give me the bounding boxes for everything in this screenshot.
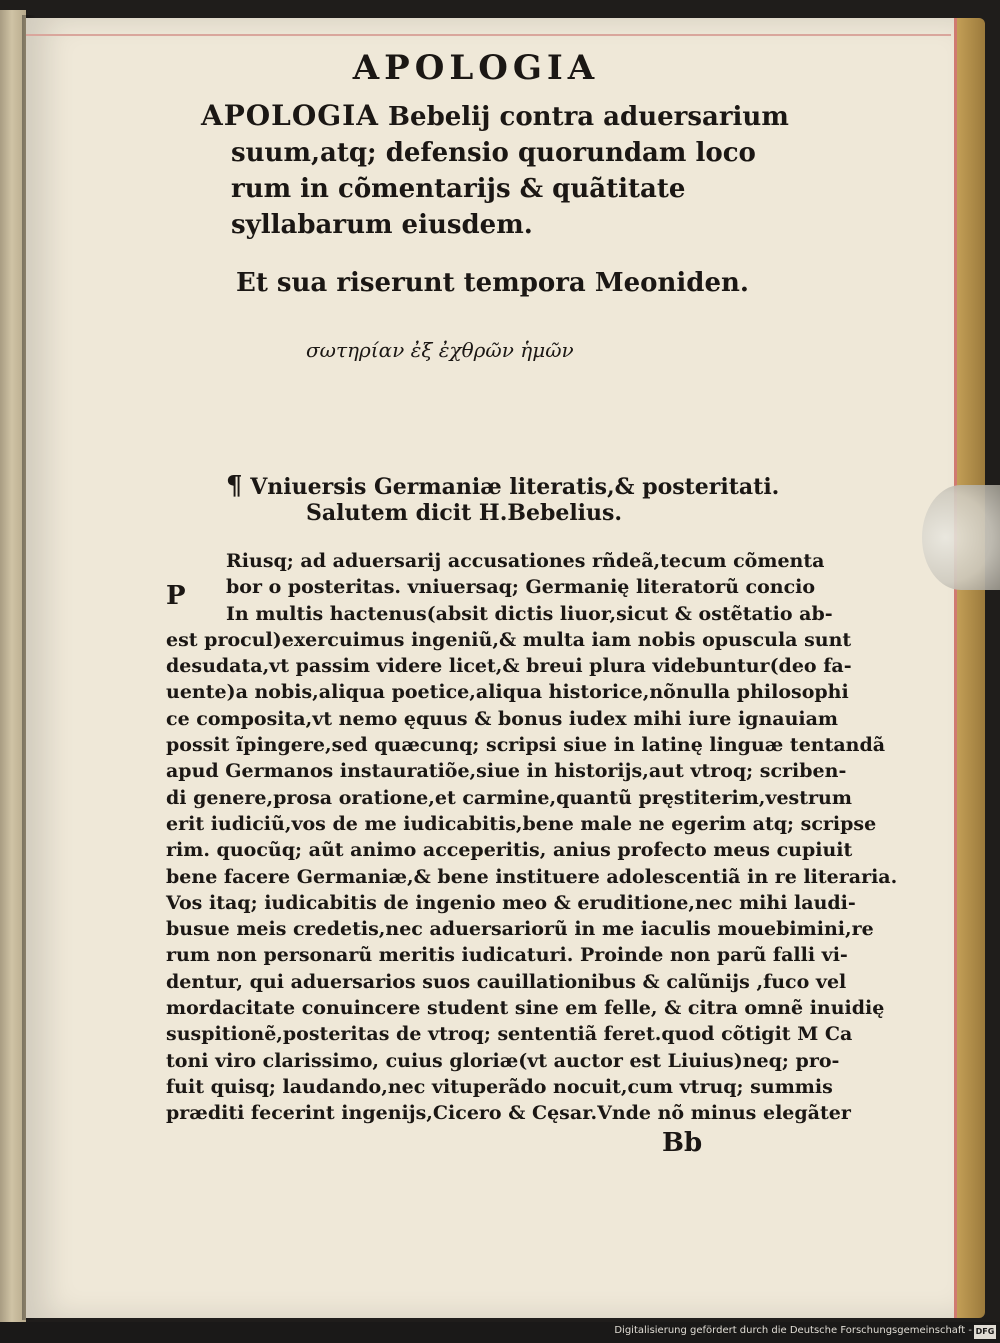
running-head: APOLOGIA — [352, 48, 600, 88]
page-top-rule — [26, 34, 951, 36]
title-line-2: suum,atq; defensio quorundam loco — [231, 138, 756, 168]
body-line: mordacitate conuincere student sine em felle, & citra omnẽ inuidię — [166, 997, 885, 1020]
dfg-logo-icon: DFG — [974, 1325, 996, 1339]
body-line: Vos itaq; iudicabitis de ingenio meo & eruditione,nec mihi laudi- — [166, 891, 856, 914]
body-line: dentur, qui aduersarios suos cauillationibus & calũnijs ,fuco vel — [166, 970, 847, 993]
body-line: bene facere Germaniæ,& bene instituere adolescentiã in re literaria. — [166, 865, 898, 888]
body-line: Riusq; ad aduersarij accusationes rñdeã,tecum cõmenta — [226, 550, 825, 572]
greeting — [226, 473, 779, 526]
greek-line: σωτηρίαν ἐξ ἐχθρῶν ἡμῶν — [306, 338, 574, 362]
body-line: desudata,vt passim videre licet,& breui plura videbuntur(deo fa- — [166, 655, 852, 678]
pilcrow-icon: ¶ — [226, 471, 243, 501]
body-line: uente)a nobis,aliqua poetice,aliqua historice,nõnulla philosophi — [166, 681, 849, 704]
motto: Et sua riserunt tempora Meoniden. — [236, 268, 749, 298]
drop-initial: P — [166, 581, 186, 611]
signature-mark: Bb — [662, 1128, 703, 1158]
footer-credit: Digitalisierung gefördert durch die Deutsche Forschungsgemeinschaft - — [614, 1325, 972, 1336]
body-line: ce composita,vt nemo ęquus & bonus iudex mihi iure ignauiam — [166, 707, 839, 730]
body-line: est procul)exercuimus ingeniũ,& multa iam nobis opuscula sunt — [166, 628, 852, 651]
greeting-line-2: Salutem dicit H.Bebelius. — [306, 500, 623, 526]
body-text — [166, 548, 898, 1127]
body-line: erit iudiciũ,vos de me iudicabitis,bene male ne egerim atq; scripse — [166, 812, 877, 835]
body-line: In multis hactenus(absit dictis liuor,sicut & ostẽtatio ab- — [226, 602, 833, 625]
body-line: possit ĩpingere,sed quæcunq; scripsi siue in latinę linguæ tentandã — [166, 734, 886, 757]
page-tab-marker — [922, 485, 1000, 590]
book-page — [26, 18, 957, 1318]
title-lead: APOLOGIA — [201, 99, 379, 132]
body-line: apud Germanos instauratiõe,siue in historijs,aut vtroq; scriben- — [166, 760, 847, 783]
body-line: rim. quocũq; aũt animo acceperitis, anius profecto meus cupiuit — [166, 839, 853, 862]
body-line: præditi fecerint ingenijs,Cicero & Cęsar.Vnde nõ minus elegãter — [166, 1102, 851, 1125]
footer-bar — [0, 1322, 1000, 1343]
body-line: fuit quisq; laudando,nec vituperãdo nocuit,cum vtruq; summis — [166, 1075, 833, 1098]
title-line-4: syllabarum eiusdem. — [231, 210, 533, 240]
body-line: toni viro clarissimo, cuius gloriæ(vt auctor est Liuius)neq; pro- — [166, 1049, 840, 1072]
body-line: rum non personarũ meritis iudicaturi. Proinde non parũ falli vi- — [166, 944, 848, 967]
title-line-3: rum in cõmentarijs & quãtitate — [231, 174, 686, 204]
body-line: busue meis credetis,nec aduersariorũ in me iaculis mouebimini,re — [166, 918, 874, 941]
title-block — [201, 98, 789, 243]
greeting-line-1: Vniuersis Germaniæ literatis,& posteritati. — [250, 474, 780, 500]
body-line: suspitionẽ,posteritas de vtroq; sententiã feret.quod cõtigit M Ca — [166, 1023, 853, 1046]
body-line: bor o posteritas. vniuersaq; Germanię literatorũ concio — [226, 576, 816, 599]
title-line-1: APOLOGIA Bebelij contra aduersarium — [201, 99, 789, 132]
body-line: di genere,prosa oratione,et carmine,quantũ pręstiterim,vestrum — [166, 786, 852, 809]
